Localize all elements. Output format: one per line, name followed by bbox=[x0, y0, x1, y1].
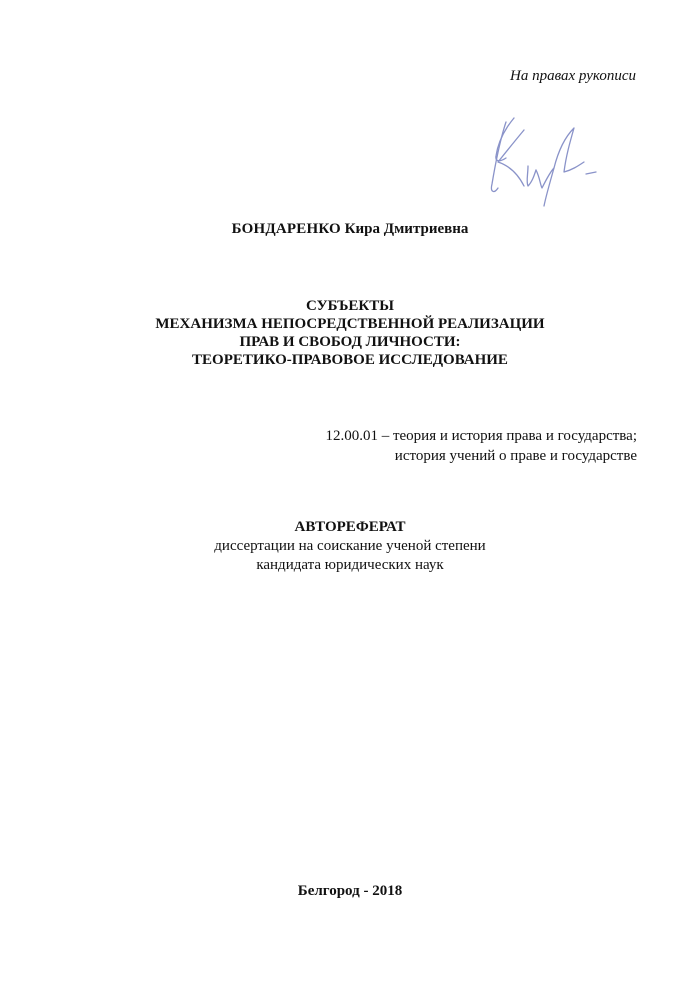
author-surname: БОНДАРЕНКО bbox=[231, 221, 341, 237]
title-line-1: СУБЪЕКТЫ bbox=[305, 298, 395, 314]
city-year: Белгород - 2018 bbox=[297, 883, 403, 899]
abstract-block bbox=[0, 518, 700, 575]
abstract-line-1: диссертации на соискание ученой степени bbox=[214, 538, 486, 554]
specialty-line-2: история учений о праве и государстве bbox=[394, 448, 637, 464]
dissertation-title bbox=[0, 297, 700, 369]
abstract-line-2: кандидата юридических наук bbox=[256, 557, 444, 573]
abstract-heading: АВТОРЕФЕРАТ bbox=[294, 519, 406, 535]
title-line-3: ПРАВ И СВОБОД ЛИЧНОСТИ: bbox=[239, 334, 461, 350]
author-name bbox=[0, 221, 700, 238]
title-line-4: ТЕОРЕТИКО-ПРАВОВОЕ ИССЛЕДОВАНИЕ bbox=[192, 352, 508, 368]
title-line-2: МЕХАНИЗМА НЕПОСРЕДСТВЕННОЙ РЕАЛИЗАЦИИ bbox=[155, 316, 545, 332]
manuscript-note: На правах рукописи bbox=[510, 68, 636, 84]
handwritten-signature-icon bbox=[484, 112, 604, 207]
specialty-code bbox=[325, 426, 637, 466]
author-given-names: Кира Дмитриевна bbox=[344, 221, 469, 237]
specialty-line-1: 12.00.01 – теория и история права и государства; bbox=[325, 428, 637, 444]
